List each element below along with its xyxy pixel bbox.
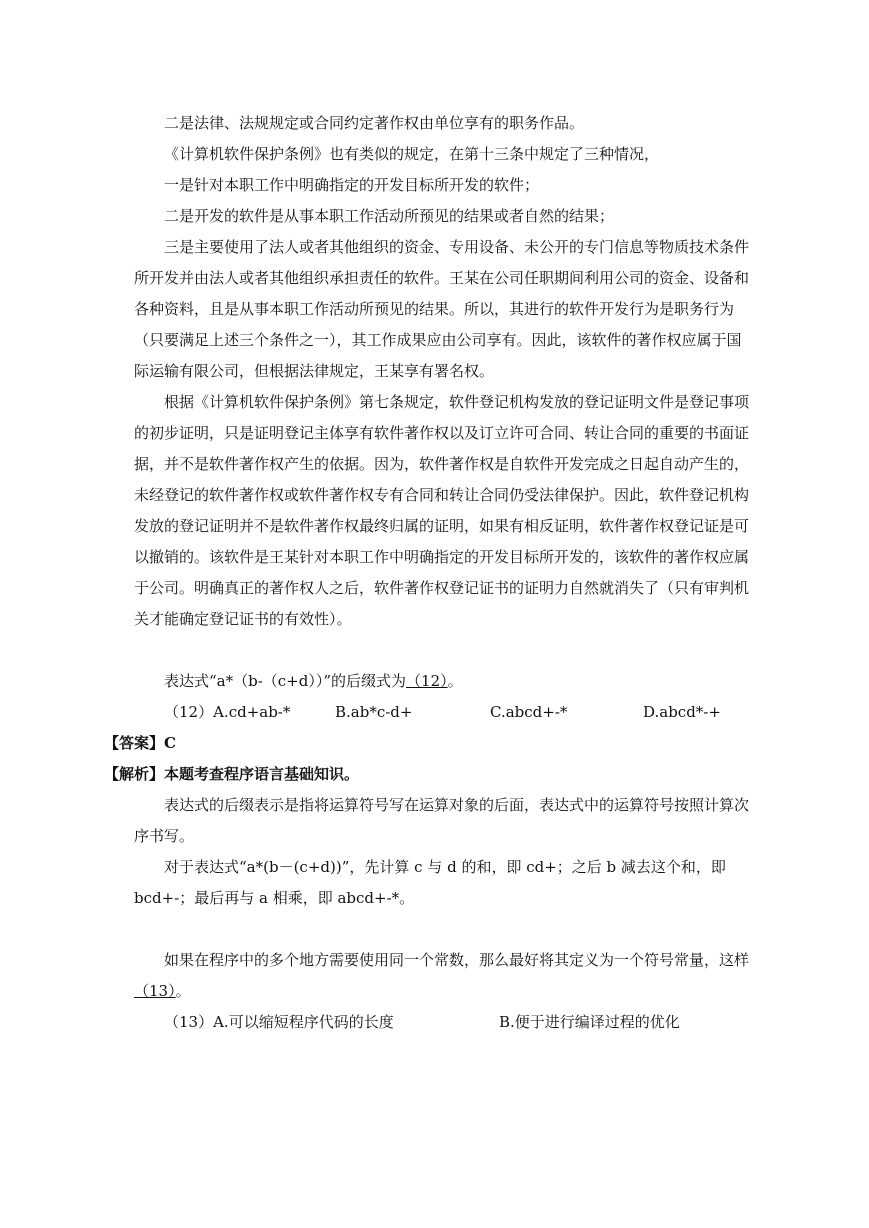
paragraph: 二是法律、法规规定或合同约定著作权由单位享有的职务作品。 [164, 114, 585, 132]
option-d: D.abcd*-+ [643, 703, 721, 721]
question-stem-end: 。 [175, 982, 191, 1000]
analysis-label: 【解析】 [104, 765, 165, 783]
option-a: （12）A.cd+ab-* [164, 703, 291, 721]
question-13-stem [134, 945, 749, 1007]
analysis-title: 本题考查程序语言基础知识。 [164, 765, 360, 783]
answer-value: C [164, 734, 176, 752]
answer-label: 【答案】 [104, 734, 165, 752]
analysis-paragraph: 对于表达式“a*(b－(c+d))”，先计算 c 与 d 的和，即 cd+；之后 b 减去这个和，即 bcd+-；最后再与 a 相乘，即 abcd+-*。 [134, 858, 726, 907]
paragraph: 一是针对本职工作中明确指定的开发目标所开发的软件； [164, 176, 540, 194]
paragraph: 二是开发的软件是从事本职工作活动所预见的结果或者自然的结果； [164, 207, 615, 225]
question-13-options [134, 1007, 749, 1038]
option-a: （13）A.可以缩短程序代码的长度 [164, 1013, 394, 1031]
question-stem-text: 如果在程序中的多个地方需要使用同一个常数，那么最好将其定义为一个符号常量，这样 [164, 951, 750, 969]
analysis-heading [104, 759, 749, 790]
paragraph: 根据《计算机软件保护条例》第七条规定，软件登记机构发放的登记证明文件是登记事项的初步证明，只是证明登记主体享有软件著作权以及订立许可合同、转让合同的重要的书面证据，并不是软件著作权产生的依据。因为，软件著作权是自软件开发完成之日起自动产生的，未经登记的软件著作权或软件著作权专有合同和转让合同仍受法律保护。因此，软件登记机构发放的登记证明并不是软件著作权最终归属的证明，如果有相反证明，软件著作权登记证是可以撤销的。该软件是王某针对本职工作中明确指定的开发目标所开发的，该软件的著作权应属于公司。明确真正的著作权人之后，软件著作权登记证书的证明力自然就消失了（只有审判机关才能确定登记证书的有效性）。 [134, 393, 750, 628]
option-c: C.abcd+-* [490, 703, 568, 721]
document-body [104, 108, 750, 1038]
paragraph: 《计算机软件保护条例》也有类似的规定，在第十三条中规定了三种情况， [164, 145, 660, 163]
spacer [134, 914, 749, 945]
option-b: B.ab*c-d+ [335, 703, 413, 721]
question-12-options [134, 697, 749, 728]
paragraph: 三是主要使用了法人或者其他组织的资金、专用设备、未公开的专门信息等物质技术条件所开发并由法人或者其他组织承担责任的软件。王某在公司任职期间利用公司的资金、设备和各种资料，且是从事本职工作活动所预见的结果。所以，其进行的软件开发行为是职务行为（只要满足上述三个条件之一），其工作成果应由公司享有。因此，该软件的著作权应属于国际运输有限公司，但根据法律规定，王某享有署名权。 [134, 238, 750, 380]
question-stem-text: 表达式“a*（b-（c+d））”的后缀式为 [164, 672, 407, 690]
question-stem-end: 。 [447, 672, 463, 690]
question-blank: （12） [406, 672, 448, 690]
option-b: B.便于进行编译过程的优化 [499, 1013, 680, 1031]
question-blank: （13） [134, 982, 176, 1000]
analysis-paragraph: 表达式的后缀表示是指将运算符号写在运算对象的后面，表达式中的运算符号按照计算次序书写。 [134, 796, 750, 845]
spacer [134, 635, 749, 666]
answer-line [104, 728, 749, 759]
question-12-stem [134, 666, 749, 697]
